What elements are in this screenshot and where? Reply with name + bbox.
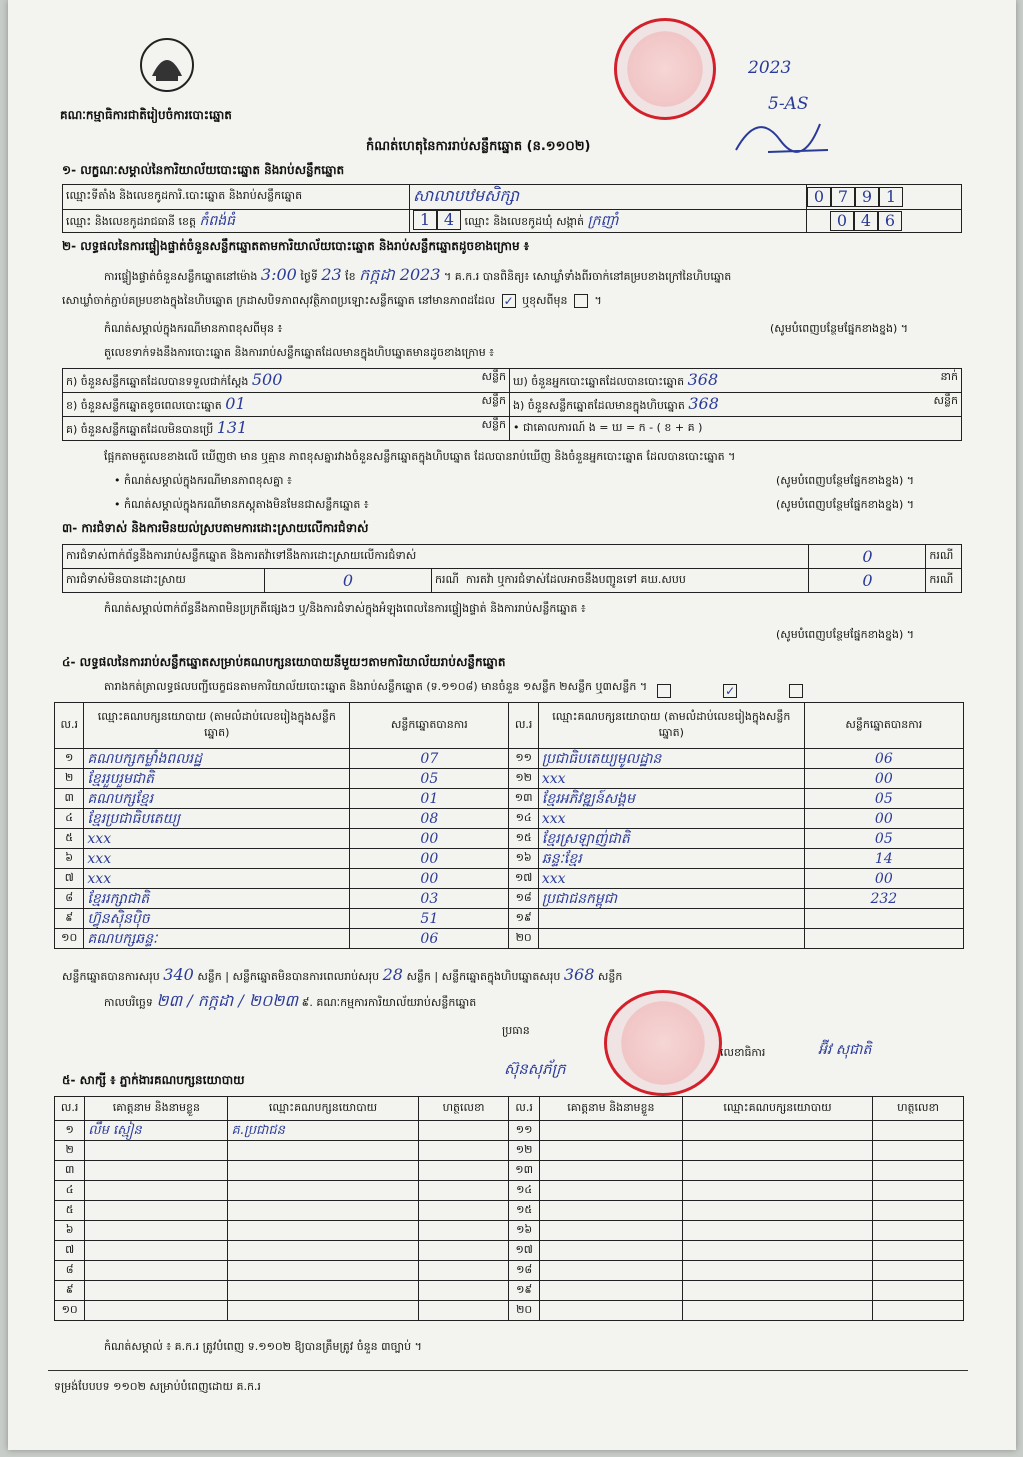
witness-name xyxy=(85,1261,228,1281)
form-footer: ទម្រង់បែបបទ ១១០២ សម្រាប់បំពេញដោយ គ.ក.រ xyxy=(54,1380,261,1393)
row-no: ៣ xyxy=(55,789,84,809)
row-no: ១៥ xyxy=(509,829,538,849)
footer-note: កំណត់សម្គាល់ ៖ គ.ក.រ ត្រូវបំពេញ ទ.១១០២ ឱ្យបានត្រឹមត្រូវ ចំនួន ៣ច្បាប់ ។ xyxy=(104,1340,422,1353)
row-no: ១១ xyxy=(509,749,538,769)
witness-party xyxy=(682,1161,872,1181)
party-name: ខ្មែរអភិវឌ្ឍន៍សង្គម xyxy=(538,789,804,809)
unused-label: គ) ចំនួនសន្លឹកឆ្នោតដែលមិនបានប្រើ xyxy=(66,423,214,436)
col-no: ល.រ xyxy=(509,1097,539,1121)
row-no: ១៦ xyxy=(509,849,538,869)
col-sign: ហត្ថលេខា xyxy=(418,1097,509,1121)
witness-name xyxy=(539,1161,682,1181)
unused-row xyxy=(63,417,510,441)
row-no: ៩ xyxy=(55,1281,85,1301)
unit: សន្លឹក xyxy=(481,370,506,383)
witness-signature xyxy=(873,1121,964,1141)
witness-signature xyxy=(873,1221,964,1241)
witness-body xyxy=(55,1121,964,1321)
date-label: កាលបរិច្ឆេទ xyxy=(104,996,153,1009)
code-digit: 1 xyxy=(879,187,903,207)
row-no: ១៧ xyxy=(509,1241,539,1261)
witness-signature xyxy=(873,1261,964,1281)
col-votes: សន្លឹកឆ្នោតបានការ xyxy=(804,703,963,749)
corner-year: 2023 xyxy=(748,58,792,78)
province-label-text: ឈ្មោះ និងលេខកូដរាជធានី ខេត្ត xyxy=(66,214,196,228)
witness-signature xyxy=(873,1281,964,1301)
witness-signature xyxy=(418,1221,509,1241)
party-name: គណបក្សឆន្ទៈ xyxy=(84,929,350,949)
ballot-count-form xyxy=(8,0,1016,1450)
row-no: ៤ xyxy=(55,1181,85,1201)
party-votes: 06 xyxy=(350,929,509,949)
party-name: ខ្មែររួបរួមជាតិ xyxy=(84,769,350,789)
party-votes: 00 xyxy=(804,769,963,789)
witness-signature xyxy=(418,1261,509,1281)
row-no: ៣ xyxy=(55,1161,85,1181)
date-value: ២៣ / កក្កដា / ២០២៣ xyxy=(156,991,299,1010)
witness-party xyxy=(682,1201,872,1221)
witness-signature xyxy=(873,1181,964,1201)
party-votes: 01 xyxy=(350,789,509,809)
table-row xyxy=(55,1261,964,1281)
section-5-heading: ៥- សាក្សី ៖ ភ្នាក់ងារគណបក្សនយោបាយ xyxy=(62,1073,245,1087)
irregularity-note: កំណត់សម្គាល់ពាក់ព័ន្ធនឹងភាពមិនប្រក្រតីផ្សេងៗ ឬ/និងការជំទាស់ក្នុងអំឡុងពេលនៃការផ្ទៀងផ្ទាត់ និងការរាប់សន្លឹកឆ្នោត ៖ xyxy=(104,602,586,615)
totals-line: សន្លឹកឆ្នោតបានការសរុប 340 សន្លឹក | សន្លឹកឆ្នោតមិនបានការពេលរាប់សរុប 28 សន្លឹក | សន្លឹកឆ្នោតក្នុងហិបឆ្នោតសរុប 368 សន្លឹក xyxy=(62,965,623,984)
unresolved-value: 0 xyxy=(265,569,432,593)
form-title: កំណត់ហេតុនៃការរាប់សន្លឹកឆ្នោត (ន.១១០២) xyxy=(366,139,591,154)
witness-signature xyxy=(418,1281,509,1301)
day-value: 23 xyxy=(321,265,342,284)
difference-note-2: • កំណត់សម្គាល់ក្នុងករណីមានភាពខុសគ្នា ៖ xyxy=(114,474,292,487)
fill-back-note-4: (សូមបំពេញបន្ថែមផ្នែកខាងខ្នង) ។ xyxy=(776,628,915,641)
formula: • ជាគោលការណ៍ ង = ឃ = ក - ( ខ + គ ) xyxy=(510,417,962,441)
org-name: គណៈកម្មាធិការជាតិរៀបចំការបោះឆ្នោត xyxy=(60,108,232,122)
section-2-heading: ២- លទ្ធផលនៃការផ្ទៀងផ្ទាត់ចំនួនសន្លឹកឆ្នោតតាមការិយាល័យបោះឆ្នោត និងរាប់សន្លឹកឆ្នោតដូចខាងក្រោម ៖ xyxy=(62,239,530,253)
valid-total-label: សន្លឹកឆ្នោតបានការសរុប xyxy=(62,970,160,983)
voters-row xyxy=(510,369,962,393)
valid-total: 340 xyxy=(163,965,194,984)
row-no: ១១ xyxy=(509,1121,539,1141)
party-name: ឆន្ទៈខ្មែរ xyxy=(538,849,804,869)
section-4-heading: ៤- លទ្ធផលនៃការរាប់សន្លឹកឆ្នោតសម្រាប់គណបក្សនយោបាយនីមួយៗតាមការិយាល័យរាប់សន្លឹកឆ្នោត xyxy=(62,655,506,669)
witness-name xyxy=(539,1281,682,1301)
party-name: គណបក្សកម្លាំងពលរដ្ឋ xyxy=(84,749,350,769)
witness-party xyxy=(228,1301,418,1321)
witness-party xyxy=(228,1161,418,1181)
code-digit: 4 xyxy=(854,211,878,231)
code-digit: 9 xyxy=(855,187,879,207)
col-party: ឈ្មោះគណបក្សនយោបាយ xyxy=(682,1097,872,1121)
unit: សន្លឹក xyxy=(481,418,506,431)
code-digit: 6 xyxy=(878,211,902,231)
invalid-total-label: សន្លឹកឆ្នោតមិនបានការពេលរាប់សរុប xyxy=(232,970,380,983)
witness-signature xyxy=(873,1241,964,1261)
committee-label: ៩. គណៈកម្មការការិយាល័យរាប់សន្លឹកឆ្នោត xyxy=(301,996,477,1009)
party-votes: 07 xyxy=(350,749,509,769)
party-votes xyxy=(804,909,963,929)
one-sheet-checkbox[interactable] xyxy=(657,684,671,698)
table-row xyxy=(55,1201,964,1221)
witness-signature xyxy=(873,1301,964,1321)
witness-party xyxy=(682,1261,872,1281)
witness-party xyxy=(228,1281,418,1301)
line1-c: ខែ xyxy=(345,270,356,283)
unit: នាក់ xyxy=(940,370,958,383)
table-row xyxy=(55,889,964,909)
row-no: ៧ xyxy=(55,1241,85,1261)
complaint-label: ការជំទាស់ពាក់ព័ន្ធនឹងការរាប់សន្លឹកឆ្នោត និងការតវ៉ាទៅនឹងការដោះស្រាយលើការជំទាស់ xyxy=(63,545,809,569)
table-row xyxy=(55,1241,964,1261)
party-votes: 51 xyxy=(350,909,509,929)
party-name: xxx xyxy=(538,869,804,889)
table-row xyxy=(55,829,964,849)
count-table xyxy=(62,368,962,441)
code-digit: 0 xyxy=(830,211,854,231)
appeal-label xyxy=(432,569,809,593)
location-code xyxy=(807,185,962,210)
chair-label: ប្រធាន xyxy=(502,1024,530,1037)
witness-signature xyxy=(418,1301,509,1321)
row-no: ២ xyxy=(55,769,84,789)
line1-d: ។ គ.ក.រ បានពិនិត្យ៖ សោឃ្លាំទាំងពីរចាក់នៅគម្របខាងក្រៅនៃហិបឆ្នោត xyxy=(444,270,732,283)
witness-name xyxy=(85,1221,228,1241)
col-sign: ហត្ថលេខា xyxy=(873,1097,964,1121)
three-sheet-checkbox[interactable] xyxy=(789,684,803,698)
row-no: ១៩ xyxy=(509,909,538,929)
witness-name xyxy=(539,1181,682,1201)
row-no: ៥ xyxy=(55,829,84,849)
witness-party xyxy=(682,1141,872,1161)
col-party: ឈ្មោះគណបក្សនយោបាយ xyxy=(228,1097,418,1121)
code-digit: 1 xyxy=(413,210,437,230)
row-no: ៦ xyxy=(55,1221,85,1241)
party-name: xxx xyxy=(538,769,804,789)
party-votes: 00 xyxy=(350,829,509,849)
case-label: ករណី xyxy=(926,545,962,569)
case-label: ករណី xyxy=(435,572,459,586)
table-row xyxy=(55,789,964,809)
row-no: ២ xyxy=(55,1141,85,1161)
party-votes: 00 xyxy=(804,809,963,829)
witness-name xyxy=(85,1201,228,1221)
table-row xyxy=(55,809,964,829)
witness-name xyxy=(539,1241,682,1261)
party-votes: 232 xyxy=(804,889,963,909)
different-label: ឬខុសពីមុន xyxy=(522,294,568,307)
time-value: 3:00 xyxy=(260,265,297,284)
official-stamp xyxy=(614,18,716,120)
party-votes: 06 xyxy=(804,749,963,769)
row-no: ១៥ xyxy=(509,1201,539,1221)
party-name xyxy=(538,929,804,949)
table-row xyxy=(55,1161,964,1181)
row-no: ៤ xyxy=(55,809,84,829)
code-digit: 0 xyxy=(807,187,831,207)
same-checkbox[interactable]: ✓ xyxy=(503,294,514,308)
witness-party xyxy=(228,1201,418,1221)
witness-party xyxy=(228,1221,418,1241)
party-votes: 05 xyxy=(804,829,963,849)
party-results-table xyxy=(54,702,964,949)
row-no: ៥ xyxy=(55,1201,85,1221)
evidence-note: • កំណត់សម្គាល់ក្នុងករណីមានភស្តុតាងមិនមែនជាសន្លឹកឆ្នោត ៖ xyxy=(114,498,369,511)
section-3-heading: ៣- ការជំទាស់ និងការមិនយល់ស្របតាមការដោះស្រាយលើការជំទាស់ xyxy=(62,521,369,535)
witness-party xyxy=(228,1141,418,1161)
witness-name xyxy=(539,1201,682,1221)
committee-stamp xyxy=(604,990,722,1096)
section-1-heading: ១- លក្ខណៈសម្គាល់នៃការិយាល័យបោះឆ្នោត និងរាប់សន្លឹកឆ្នោត xyxy=(62,163,345,177)
party-votes: 03 xyxy=(350,889,509,909)
party-votes xyxy=(804,929,963,949)
party-name: ខ្មែរស្រឡាញ់ជាតិ xyxy=(538,829,804,849)
spoiled-label: ខ) ចំនួនសន្លឹកឆ្នោតខូចពេលបោះឆ្នោត xyxy=(66,399,222,412)
complaint-value: 0 xyxy=(809,545,926,569)
secretary-name: អ៊ីវ សុជាតិ xyxy=(818,1042,872,1058)
corner-note: 5-AS xyxy=(768,94,809,114)
unused-value: 131 xyxy=(216,418,248,437)
row-no: ១៣ xyxy=(509,1161,539,1181)
appeal-value: 0 xyxy=(809,569,926,593)
row-no: ១៩ xyxy=(509,1281,539,1301)
unit: សន្លឹក xyxy=(597,970,623,983)
date-line xyxy=(104,991,477,1010)
party-name: ខ្មែររក្សាជាតិ xyxy=(84,889,350,909)
witness-name xyxy=(85,1181,228,1201)
party-name: ប្រជាធិបតេយ្យមូលដ្ឋាន xyxy=(538,749,804,769)
secretary-label: លេខាធិការ xyxy=(720,1046,766,1059)
voters-label: ឃ) ចំនួនអ្នកបោះឆ្នោតដែលបានបោះឆ្នោត xyxy=(513,375,685,388)
table-row xyxy=(55,1281,964,1301)
party-votes: 08 xyxy=(350,809,509,829)
code-digit: 4 xyxy=(437,210,461,230)
witness-name xyxy=(539,1221,682,1241)
code-digit: 7 xyxy=(831,187,855,207)
table-row xyxy=(55,1141,964,1161)
month-year-value: កក្កដា 2023 xyxy=(359,265,441,284)
different-checkbox[interactable] xyxy=(574,294,588,308)
verification-line xyxy=(104,265,732,284)
witness-name xyxy=(85,1241,228,1261)
complaints-table xyxy=(62,544,962,593)
commune-value: ក្រញាំ xyxy=(587,213,619,229)
row-no: ៧ xyxy=(55,869,84,889)
witness-party xyxy=(228,1261,418,1281)
col-no: ល.រ xyxy=(55,1097,85,1121)
witness-name xyxy=(85,1281,228,1301)
row-no: ៨ xyxy=(55,889,84,909)
witness-party xyxy=(682,1241,872,1261)
line1-a: ការផ្ទៀងផ្ទាត់ចំនួនសន្លឹកឆ្នោតនៅម៉ោង xyxy=(104,270,258,283)
count-intro: តួលេខទាក់ទងនឹងការបោះឆ្នោត និងការរាប់សន្លឹកឆ្នោតដែលមានក្នុងហិបឆ្នោតមានដូចខាងក្រោម ៖ xyxy=(104,346,495,359)
party-votes: 05 xyxy=(804,789,963,809)
row-no: ១៤ xyxy=(509,1181,539,1201)
col-no: ល.រ xyxy=(55,703,84,749)
party-name: xxx xyxy=(538,809,804,829)
col-name: គោត្តនាម និងនាមខ្លួន xyxy=(85,1097,228,1121)
witness-signature xyxy=(418,1121,509,1141)
row-no: ៨ xyxy=(55,1261,85,1281)
party-votes: 00 xyxy=(350,849,509,869)
party-name: ខ្មែរប្រជាធិបតេយ្យ xyxy=(84,809,350,829)
province-value: កំពង់ធំ xyxy=(199,212,236,229)
row-no: ១ xyxy=(55,1121,85,1141)
party-name: គណបក្សខ្មែរ xyxy=(84,789,350,809)
results-body xyxy=(55,749,964,949)
row-no: ២០ xyxy=(509,929,538,949)
witness-name: លឹម ស្មៀន xyxy=(85,1121,228,1141)
table-row xyxy=(55,929,964,949)
received-label: ក) ចំនួនសន្លឹកឆ្នោតដែលបានទទួលជាក់ស្តែង xyxy=(66,375,249,388)
witness-party xyxy=(682,1281,872,1301)
row-no: ១៣ xyxy=(509,789,538,809)
party-name: xxx xyxy=(84,849,350,869)
spoiled-value: 01 xyxy=(225,394,246,413)
col-name: គោត្តនាម និងនាមខ្លួន xyxy=(539,1097,682,1121)
party-votes: 14 xyxy=(804,849,963,869)
verification-line-2: សោឃ្លាំចាក់ភ្ជាប់គម្របខាងក្នុងនៃហិបឆ្នោត ក្រដាសបិទភាពសុវត្ថិភាពប្រឡោះសន្លឹកឆ្នោត នៅមានភាពដដែល ✓ ឬខុសពីមុន ។ xyxy=(62,294,602,308)
witness-name xyxy=(539,1121,682,1141)
line2: សោឃ្លាំចាក់ភ្ជាប់គម្របខាងក្នុងនៃហិបឆ្នោត ក្រដាសបិទភាពសុវត្ថិភាពប្រឡោះសន្លឹកឆ្នោត នៅមានភាពដដែល xyxy=(62,294,496,307)
unit: សន្លឹក xyxy=(933,394,958,407)
table-row xyxy=(55,869,964,889)
party-name: xxx xyxy=(84,829,350,849)
witness-signature xyxy=(418,1141,509,1161)
invalid-total: 28 xyxy=(382,965,403,984)
location-table xyxy=(62,184,962,233)
fill-back-note-2: (សូមបំពេញបន្ថែមផ្នែកខាងខ្នង) ។ xyxy=(776,474,915,487)
commune-cell xyxy=(410,210,807,233)
witness-table xyxy=(54,1096,964,1321)
col-party: ឈ្មោះគណបក្សនយោបាយ (តាមលំដាប់លេខរៀងក្នុងសន្លឹកឆ្នោត) xyxy=(84,703,350,749)
fill-back-note: (សូមបំពេញបន្ថែមផ្នែកខាងខ្នង) ។ xyxy=(770,322,909,335)
nec-logo xyxy=(138,36,196,94)
witness-name xyxy=(85,1141,228,1161)
row-no: ១ xyxy=(55,749,84,769)
table-row xyxy=(55,769,964,789)
fill-back-note-3: (សូមបំពេញបន្ថែមផ្នែកខាងខ្នង) ។ xyxy=(776,498,915,511)
row-no: ១៨ xyxy=(509,889,538,909)
commune-code xyxy=(807,210,962,233)
row-no: ៦ xyxy=(55,849,84,869)
in-box-row xyxy=(510,393,962,417)
party-name: xxx xyxy=(84,869,350,889)
table-row xyxy=(55,1301,964,1321)
party-votes: 05 xyxy=(350,769,509,789)
box-total: 368 xyxy=(563,965,595,984)
witness-name xyxy=(539,1261,682,1281)
witness-name xyxy=(85,1301,228,1321)
location-value: សាលាបឋមសិក្សា xyxy=(410,185,807,210)
row-no: ១៨ xyxy=(509,1261,539,1281)
row-no: ៩ xyxy=(55,909,84,929)
case-label: ករណី xyxy=(926,569,962,593)
party-name: ហ៊្វុនស៊ិនប៉ិច xyxy=(84,909,350,929)
commune-label: ឈ្មោះ និងលេខកូដឃុំ សង្កាត់ xyxy=(464,215,585,228)
two-sheet-checkbox[interactable]: ✓ xyxy=(725,683,736,698)
difference-note: កំណត់សម្គាល់ក្នុងករណីមានភាពខុសពីមុន ៖ xyxy=(104,322,283,335)
witness-signature xyxy=(418,1201,509,1221)
table-row xyxy=(55,1121,964,1141)
box-total-label: សន្លឹកឆ្នោតក្នុងហិបឆ្នោតសរុប xyxy=(441,970,561,983)
voters-value: 368 xyxy=(687,370,719,389)
witness-party xyxy=(228,1181,418,1201)
appeal-text: ការតវ៉ា ឬការជំទាស់ដែលអាចនឹងបញ្ជូនទៅ គឃ.សបប xyxy=(465,572,686,586)
col-party: ឈ្មោះគណបក្សនយោបាយ (តាមលំដាប់លេខរៀងក្នុងសន្លឹកឆ្នោត) xyxy=(538,703,804,749)
witness-signature xyxy=(873,1141,964,1161)
witness-signature xyxy=(873,1161,964,1181)
witness-party xyxy=(228,1241,418,1261)
table-row xyxy=(55,1221,964,1241)
results-intro: តារាងកត់ត្រាលទ្ធផលបញ្ជីបេក្ខជនតាមការិយាល័យបោះឆ្នោត និងរាប់សន្លឹកឆ្នោត (ទ.១១០៨) មានចំនួន ១សន្លឹក ២សន្លឹក ឬ៣សន្លឹក ។ xyxy=(104,680,648,693)
difference-check-line: ផ្អែកតាមតួលេខខាងលើ ឃើញថា មាន ឬគ្មាន ភាពខុសគ្នារវាងចំនួនសន្លឹកឆ្នោតក្នុងហិបឆ្នោត ដែលបានរាប់ឃើញ និងចំនួនអ្នកបោះឆ្នោត ដែលបានបោះឆ្នោត ។ xyxy=(104,450,736,463)
party-name xyxy=(538,909,804,929)
party-name: ប្រជាជនកម្ពុជា xyxy=(538,889,804,909)
row-no: ២០ xyxy=(509,1301,539,1321)
unit: សន្លឹក xyxy=(406,970,431,983)
col-no: ល.រ xyxy=(509,703,538,749)
witness-signature xyxy=(418,1241,509,1261)
row-no: ១០ xyxy=(55,929,84,949)
col-votes: សន្លឹកឆ្នោតបានការ xyxy=(350,703,509,749)
row-no: ១៧ xyxy=(509,869,538,889)
party-votes: 00 xyxy=(804,869,963,889)
in-box-label: ង) ចំនួនសន្លឹកឆ្នោតដែលមានក្នុងហិបឆ្នោត xyxy=(513,399,685,412)
witness-party xyxy=(682,1301,872,1321)
table-row xyxy=(55,849,964,869)
chair-name: ស៊ុនសុភ័ក្រ xyxy=(504,1060,566,1078)
table-row xyxy=(55,1181,964,1201)
received-row xyxy=(63,369,510,393)
witness-party xyxy=(682,1181,872,1201)
party-votes: 00 xyxy=(350,869,509,889)
witness-party xyxy=(682,1221,872,1241)
witness-signature xyxy=(873,1201,964,1221)
footer-divider xyxy=(48,1370,968,1371)
row-no: ១០ xyxy=(55,1301,85,1321)
witness-signature xyxy=(418,1161,509,1181)
unresolved-label: ការជំទាស់មិនបានដោះស្រាយ xyxy=(63,569,265,593)
unit: សន្លឹក xyxy=(197,970,222,983)
row-no: ១២ xyxy=(509,1141,539,1161)
result-sheet-checkboxes xyxy=(654,680,806,699)
row-no: ១៦ xyxy=(509,1221,539,1241)
received-value: 500 xyxy=(251,370,283,389)
table-row xyxy=(55,909,964,929)
line1-b: ថ្ងៃទី xyxy=(300,270,318,283)
witness-signature xyxy=(418,1181,509,1201)
row-no: ១៤ xyxy=(509,809,538,829)
witness-name xyxy=(539,1141,682,1161)
witness-party: គ.ប្រជាជន xyxy=(228,1121,418,1141)
row-no: ១២ xyxy=(509,769,538,789)
table-row xyxy=(55,749,964,769)
spoiled-row xyxy=(63,393,510,417)
witness-party xyxy=(682,1121,872,1141)
witness-name xyxy=(85,1161,228,1181)
in-box-value: 368 xyxy=(688,394,719,413)
province-label xyxy=(63,210,410,233)
corner-signature xyxy=(728,110,838,158)
unit: សន្លឹក xyxy=(481,394,506,407)
location-label: ឈ្មោះទីតាំង និងលេខកូដការិ.បោះឆ្នោត និងរាប់សន្លឹកឆ្នោត xyxy=(63,185,410,210)
witness-name xyxy=(539,1301,682,1321)
